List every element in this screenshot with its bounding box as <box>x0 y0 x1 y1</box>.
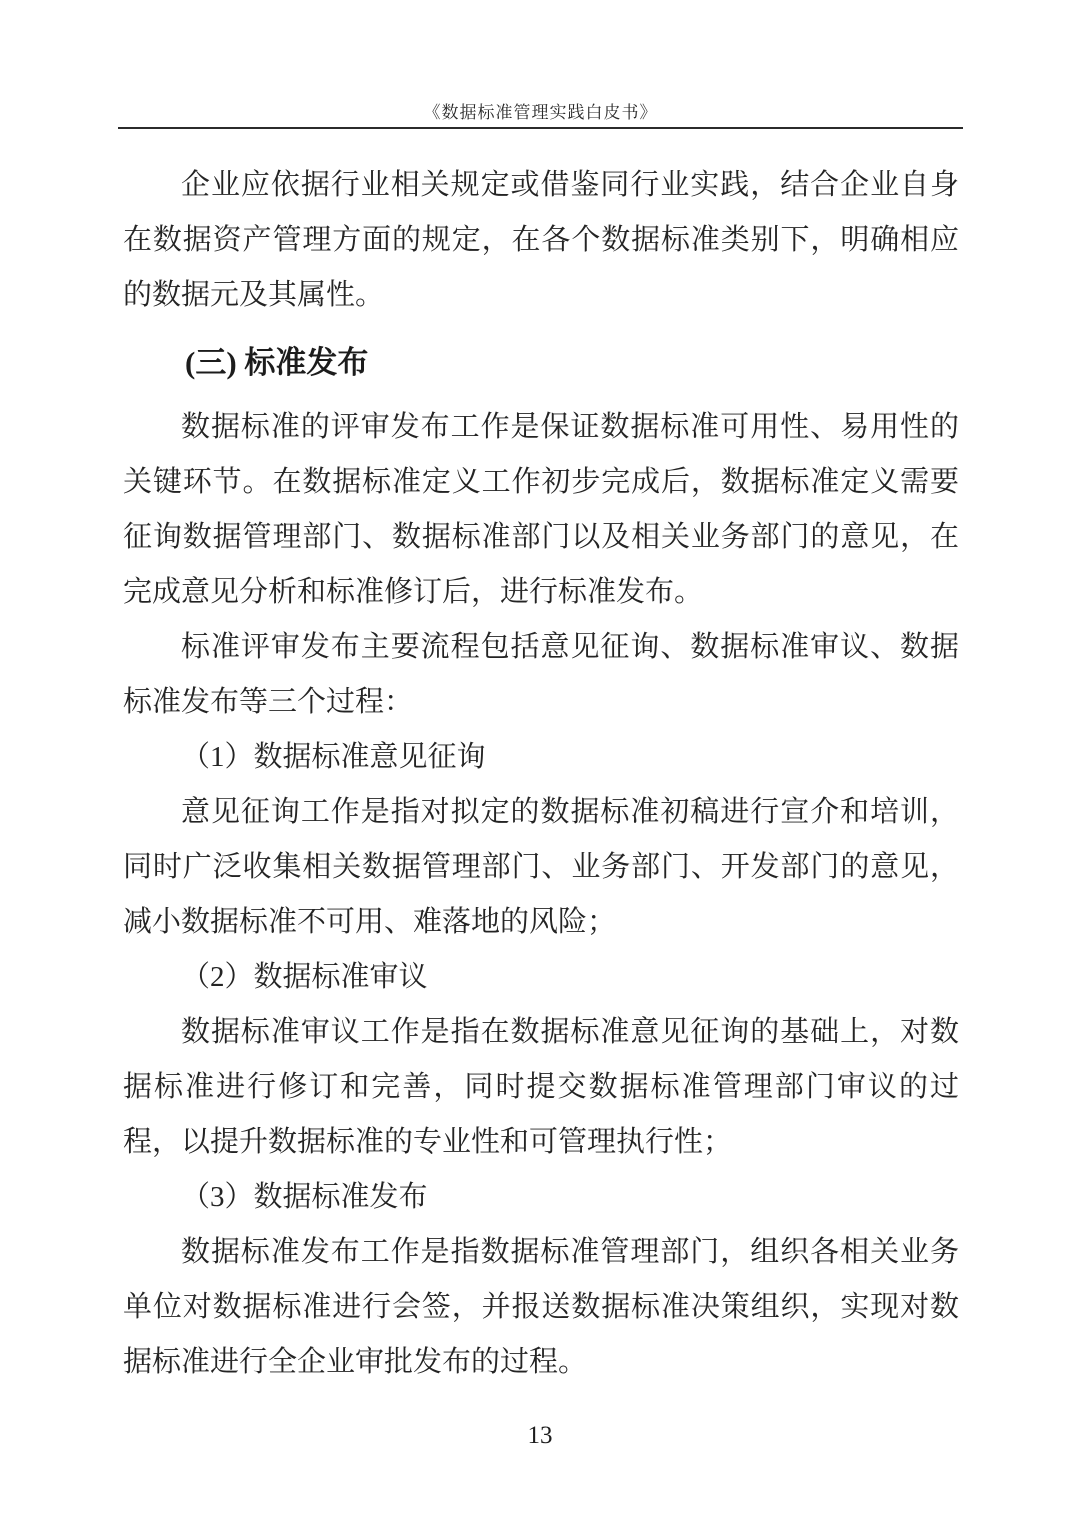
list-item-2-title: （2）数据标准审议 <box>181 961 428 993</box>
list-item-2-body: 数据标准审议工作是指在数据标准意见征询的基础上，对数据标准进行修订和完善，同时提交数据标准管理部门审议的过程，以提升数据标准的专业性和可管理执行性； <box>123 1016 959 1158</box>
list-item-1-body: 意见征询工作是指对拟定的数据标准初稿进行宣介和培训，同时广泛收集相关数据管理部门、业务部门、开发部门的意见，减小数据标准不可用、难落地的风险； <box>123 796 959 938</box>
page-body <box>123 158 959 1390</box>
page-number: 13 <box>527 1422 553 1449</box>
paragraph-overview: 数据标准的评审发布工作是保证数据标准可用性、易用性的关键环节。在数据标准定义工作初步完成后，数据标准定义需要征询数据管理部门、数据标准部门以及相关业务部门的意见，在完成意见分析和标准修订后，进行标准发布。 <box>123 411 959 608</box>
paragraph-process: 标准评审发布主要流程包括意见征询、数据标准审议、数据标准发布等三个过程： <box>123 631 959 718</box>
list-item-3-title: （3）数据标准发布 <box>181 1181 428 1213</box>
list-item-1-title: （1）数据标准意见征询 <box>181 741 486 773</box>
page-header-title: 《数据标准管理实践白皮书》 <box>423 103 658 122</box>
list-item-3-body: 数据标准发布工作是指数据标准管理部门，组织各相关业务单位对数据标准进行会签，并报送数据标准决策组织，实现对数据标准进行全企业审批发布的过程。 <box>123 1236 959 1378</box>
paragraph-intro: 企业应依据行业相关规定或借鉴同行业实践，结合企业自身在数据资产管理方面的规定，在各个数据标准类别下，明确相应的数据元及其属性。 <box>123 169 959 311</box>
header-rule <box>118 127 963 129</box>
section-heading: (三) 标准发布 <box>185 345 369 380</box>
